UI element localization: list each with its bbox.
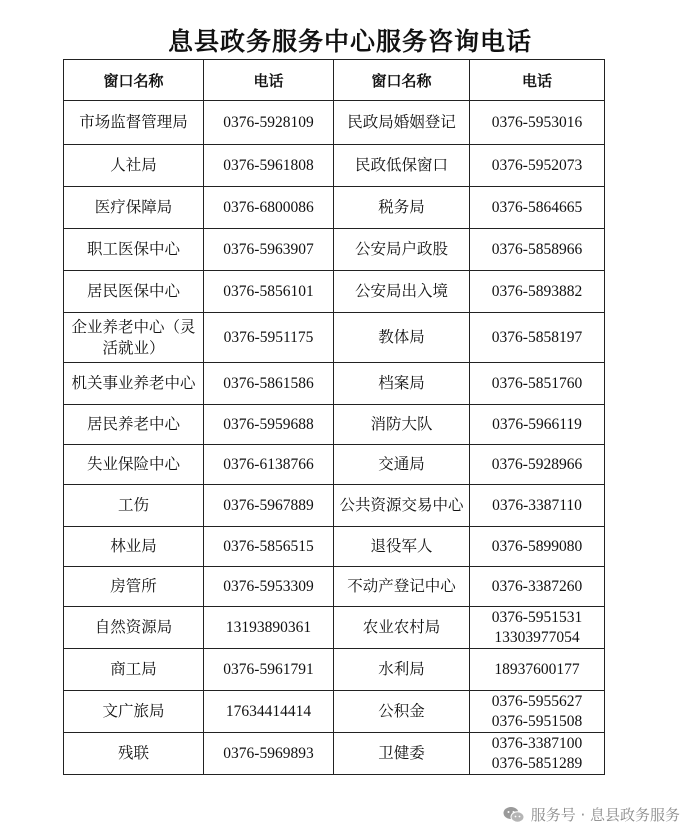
phone-number: 0376-5858197 (491, 328, 583, 346)
left-window-name: 房管所 (64, 567, 204, 607)
phone-number: 13303977054 (494, 628, 580, 646)
phone-number: 0376-3387110 (492, 496, 582, 514)
right-phone-cell (470, 145, 605, 187)
left-window-name: 自然资源局 (64, 607, 204, 649)
left-window-name: 人社局 (64, 145, 204, 187)
header-phone-right: 电话 (470, 60, 605, 101)
table-row (64, 607, 605, 649)
phone-number: 0376-3387260 (491, 577, 583, 595)
phone-number: 0376-5856101 (223, 282, 314, 300)
table-row (64, 733, 605, 775)
table-row (64, 649, 605, 691)
phone-number: 0376-5856515 (223, 537, 314, 555)
right-window-name: 税务局 (334, 187, 470, 229)
phone-number: 0376-3387100 (491, 734, 583, 752)
left-phone-cell (204, 313, 334, 363)
phone-number: 0376-5951508 (491, 712, 583, 730)
right-window-name: 档案局 (334, 363, 470, 405)
right-phone-cell (470, 445, 605, 485)
right-window-name: 公积金 (334, 691, 470, 733)
left-phone-cell (204, 229, 334, 271)
right-phone-cell (470, 485, 605, 527)
phone-number: 0376-5966119 (492, 415, 582, 433)
left-window-name: 市场监督管理局 (64, 101, 204, 145)
right-phone-cell (470, 271, 605, 313)
left-phone-cell (204, 145, 334, 187)
left-window-name: 居民医保中心 (64, 271, 204, 313)
right-window-name: 不动产登记中心 (334, 567, 470, 607)
right-phone-cell (470, 229, 605, 271)
phone-number: 0376-5961791 (223, 660, 314, 678)
phone-number: 0376-5953016 (491, 113, 583, 131)
left-window-name: 居民养老中心 (64, 405, 204, 445)
right-window-name: 民政低保窗口 (334, 145, 470, 187)
table-row (64, 101, 605, 145)
right-phone-cell (470, 733, 605, 775)
right-window-name: 退役军人 (334, 527, 470, 567)
table-row (64, 445, 605, 485)
phone-number: 13193890361 (225, 618, 312, 636)
left-phone-cell (204, 691, 334, 733)
left-window-name: 文广旅局 (64, 691, 204, 733)
right-window-name: 交通局 (334, 445, 470, 485)
table-row (64, 363, 605, 405)
right-window-name: 教体局 (334, 313, 470, 363)
right-phone-cell (470, 101, 605, 145)
right-phone-cell (470, 405, 605, 445)
right-phone-cell (470, 607, 605, 649)
phone-number: 0376-5953309 (223, 577, 314, 595)
left-phone-cell (204, 485, 334, 527)
right-phone-cell (470, 691, 605, 733)
left-window-name: 医疗保障局 (64, 187, 204, 229)
left-phone-cell (204, 445, 334, 485)
right-window-name: 卫健委 (334, 733, 470, 775)
left-phone-cell (204, 733, 334, 775)
table-row (64, 187, 605, 229)
right-window-name: 水利局 (334, 649, 470, 691)
phone-number: 0376-5864665 (491, 198, 583, 216)
table-row (64, 405, 605, 445)
table-row (64, 271, 605, 313)
phone-number: 0376-5893882 (491, 282, 583, 300)
phone-number: 0376-5928109 (223, 113, 314, 131)
phone-number: 0376-5928966 (491, 455, 583, 473)
right-phone-cell (470, 567, 605, 607)
left-phone-cell (204, 363, 334, 405)
left-window-name: 机关事业养老中心 (64, 363, 204, 405)
phone-number: 0376-5959688 (223, 415, 314, 433)
left-window-name: 商工局 (64, 649, 204, 691)
left-window-name: 职工医保中心 (64, 229, 204, 271)
phone-number: 0376-5955627 (491, 692, 583, 710)
right-window-name: 公共资源交易中心 (334, 485, 470, 527)
left-phone-cell (204, 405, 334, 445)
right-window-name: 公安局户政股 (334, 229, 470, 271)
phone-number: 0376-5967889 (223, 496, 314, 514)
right-window-name: 消防大队 (334, 405, 470, 445)
right-phone-cell (470, 527, 605, 567)
phone-number: 17634414414 (225, 702, 312, 720)
left-phone-cell (204, 271, 334, 313)
left-phone-cell (204, 527, 334, 567)
table-row (64, 527, 605, 567)
right-window-name: 公安局出入境 (334, 271, 470, 313)
wechat-icon (503, 806, 525, 824)
left-window-name: 失业保险中心 (64, 445, 204, 485)
table-header-row (64, 60, 605, 101)
phone-number: 18937600177 (494, 660, 580, 678)
left-window-name: 林业局 (64, 527, 204, 567)
right-phone-cell (470, 187, 605, 229)
phone-number: 0376-5858966 (491, 240, 583, 258)
page-title: 息县政务服务中心服务咨询电话 (167, 27, 532, 56)
table-row (64, 567, 605, 607)
phone-number: 0376-5851289 (491, 754, 583, 772)
phone-number: 0376-5961808 (223, 156, 314, 174)
left-phone-cell (204, 567, 334, 607)
table-row (64, 229, 605, 271)
phone-number: 0376-5899080 (491, 537, 583, 555)
right-phone-cell (470, 363, 605, 405)
header-window-name-left: 窗口名称 (64, 60, 204, 101)
header-phone-left: 电话 (204, 60, 334, 101)
phone-number: 0376-5951531 (491, 608, 583, 626)
phone-number: 0376-6800086 (223, 198, 314, 216)
phone-number: 0376-5951175 (223, 328, 314, 346)
right-phone-cell (470, 649, 605, 691)
phone-number: 0376-5952073 (491, 156, 583, 174)
table-row (64, 313, 605, 363)
right-window-name: 农业农村局 (334, 607, 470, 649)
header-window-name-right: 窗口名称 (334, 60, 470, 101)
table-row (64, 145, 605, 187)
phone-number: 0376-5963907 (223, 240, 314, 258)
right-window-name: 民政局婚姻登记 (334, 101, 470, 145)
left-phone-cell (204, 101, 334, 145)
contact-table (63, 59, 605, 775)
left-phone-cell (204, 607, 334, 649)
watermark-text: 服务号 · 息县政务服务 (530, 806, 680, 824)
left-window-name: 企业养老中心（灵活就业） (64, 313, 204, 363)
watermark (503, 804, 680, 825)
phone-number: 0376-5851760 (491, 374, 583, 392)
table-row (64, 485, 605, 527)
phone-number: 0376-6138766 (223, 455, 314, 473)
left-phone-cell (204, 649, 334, 691)
phone-number: 0376-5861586 (223, 374, 314, 392)
left-phone-cell (204, 187, 334, 229)
table-row (64, 691, 605, 733)
right-phone-cell (470, 313, 605, 363)
phone-number: 0376-5969893 (223, 744, 314, 762)
left-window-name: 工伤 (64, 485, 204, 527)
left-window-name: 残联 (64, 733, 204, 775)
